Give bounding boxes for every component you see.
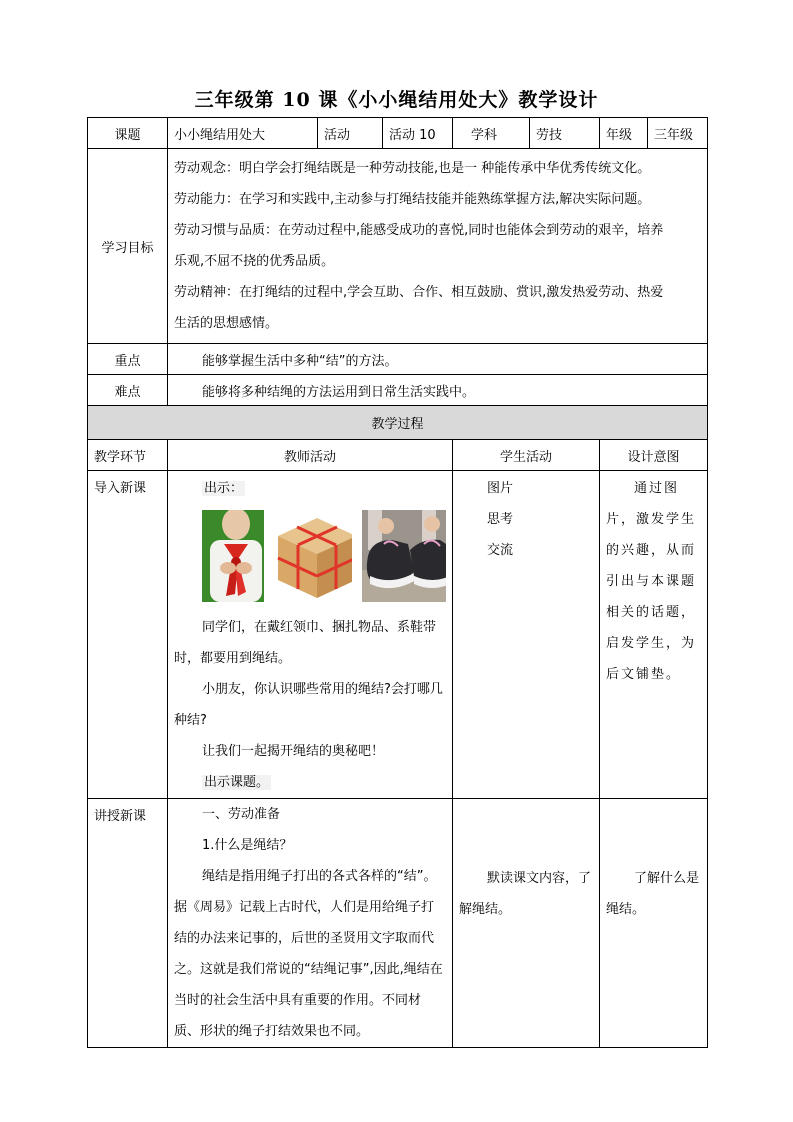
activity-value: 活动 10 [383, 118, 453, 149]
difficulty-row [88, 375, 708, 406]
shoelace-image [362, 510, 446, 602]
intro-teacher-cell [168, 471, 453, 799]
activity-label: 活动 [318, 118, 383, 149]
key-point-label: 重点 [88, 344, 168, 375]
intro-intent-text: 通过图片，激发学生的兴趣，从而引出与本课题相关的话题，启发学生，为后文铺垫。 [606, 481, 697, 682]
objectives-content [168, 149, 708, 344]
subject-value: 劳技 [530, 118, 600, 149]
intro-paragraph-1: 同学们，在戴红领巾、捆扎物品、系鞋带时，都要用到绳结。 [174, 620, 437, 666]
col-stage: 教学环节 [88, 440, 168, 471]
key-point-text: 能够掌握生活中多种“结”的方法。 [168, 344, 708, 375]
topic-label: 课题 [88, 118, 168, 149]
col-teacher: 教师活动 [168, 440, 453, 471]
intro-paragraph-2: 小朋友，你认识哪些常用的绳结?会打哪几种结? [174, 682, 443, 728]
tied-box-image [274, 510, 352, 602]
intro-images [202, 510, 446, 602]
lecture-student-text: 默读课文内容，了解绳结。 [459, 871, 592, 917]
process-columns-row [88, 440, 708, 471]
objective-line: 生活的思想感情。 [174, 316, 279, 331]
process-header-row [88, 406, 708, 440]
student-activity-item: 图片 [487, 481, 514, 496]
lecture-student-cell [453, 799, 600, 1048]
intro-paragraph-3: 让我们一起揭开绳结的奥秘吧！ [202, 744, 385, 759]
student-activity-item: 交流 [487, 543, 514, 558]
objective-line: 劳动习惯与品质：在劳动过程中,能感受成功的喜悦,同时也能体会到劳动的艰辛，培养 [174, 223, 664, 238]
lesson-plan-table [87, 117, 708, 1048]
lecture-teacher-cell [168, 799, 453, 1048]
objective-line: 劳动观念：明白学会打绳结既是一种劳动技能,也是一 种能传承中华优秀传统文化。 [174, 161, 651, 176]
info-row [88, 118, 708, 149]
student-activity-item: 思考 [487, 512, 514, 527]
topic-value: 小小绳结用处大 [168, 118, 318, 149]
col-student: 学生活动 [453, 440, 600, 471]
intro-intent-cell [600, 471, 708, 799]
grade-value: 三年级 [648, 118, 708, 149]
subject-label: 学科 [453, 118, 530, 149]
objectives-label: 学习目标 [88, 149, 168, 344]
objective-line: 乐观,不屈不挠的优秀品质。 [174, 254, 335, 269]
difficulty-text: 能够将多种结绳的方法运用到日常生活实践中。 [168, 375, 708, 406]
key-point-row [88, 344, 708, 375]
objectives-row [88, 149, 708, 344]
process-header: 教学过程 [88, 406, 708, 440]
lecture-heading-1: 一、劳动准备 [202, 807, 281, 822]
objective-line: 劳动精神：在打绳结的过程中,学会互助、合作、相互鼓励、赏识,激发热爱劳动、热爱 [174, 285, 664, 300]
intro-stage: 导入新课 [88, 471, 168, 799]
red-scarf-image [202, 510, 264, 602]
difficulty-label: 难点 [88, 375, 168, 406]
lecture-stage: 讲授新课 [88, 799, 168, 1048]
grade-label: 年级 [600, 118, 648, 149]
lecture-heading-2: 1.什么是绳结？ [202, 838, 293, 853]
lecture-row [88, 799, 708, 1048]
page-title: 三年级第 10 课《小小绳结用处大》教学设计 [194, 89, 599, 111]
lecture-intent-cell [600, 799, 708, 1048]
intro-student-cell [453, 471, 600, 799]
objective-line: 劳动能力：在学习和实践中,主动参与打绳结技能并能熟练掌握方法,解决实际问题。 [174, 192, 651, 207]
col-intent: 设计意图 [600, 440, 708, 471]
intro-paragraph-4: 出示课题。 [204, 775, 270, 790]
lecture-paragraph: 绳结是指用绳子打出的各式各样的“结”。据《周易》记载上古时代，人们是用给绳子打结的办法来记事的，后世的圣贤用文字取而代之。这就是我们常说的“结绳记事”,因此,绳结在当时的社会生活中具有重要的作用。不同材质、形状的绳子打结效果也不同。 [174, 869, 443, 1039]
intro-row [88, 471, 708, 799]
show-label: 出示： [204, 481, 244, 496]
lecture-intent-text: 了解什么是绳结。 [606, 871, 700, 917]
